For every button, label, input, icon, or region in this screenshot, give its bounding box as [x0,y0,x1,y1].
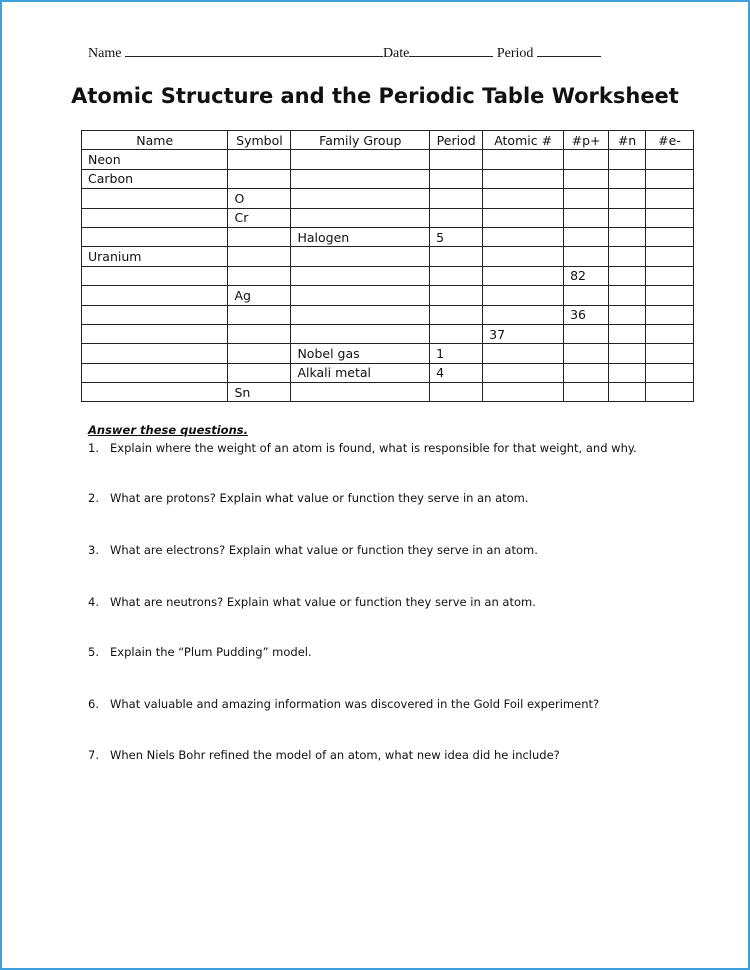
table-cell[interactable] [82,189,228,208]
table-cell[interactable] [564,324,609,343]
table-row [82,324,694,343]
question-item [88,441,637,455]
table-cell[interactable] [430,286,483,305]
table-cell[interactable] [646,247,694,266]
date-label: Date [382,46,410,61]
name-label: Name [88,46,122,61]
table-cell[interactable] [291,383,430,402]
table-header-row [82,131,694,150]
question-item [88,491,529,505]
table-cell[interactable] [228,169,291,188]
table-row [82,305,694,324]
page-title: Atomic Structure and the Periodic Table Worksheet [71,84,679,108]
question-text: What are electrons? Explain what value or function they serve in an atom. [110,543,538,557]
table-row [82,266,694,285]
table-cell[interactable]: Carbon [82,169,228,188]
date-blank[interactable] [409,44,493,57]
element-table [81,130,694,402]
table-cell[interactable] [430,266,483,285]
table-cell[interactable] [483,266,564,285]
table-cell[interactable] [430,208,483,227]
table-cell[interactable] [483,208,564,227]
question-number: 6. [88,697,99,711]
table-cell[interactable] [646,305,694,324]
table-cell[interactable] [564,227,609,246]
table-cell[interactable] [228,247,291,266]
table-cell[interactable] [646,150,694,169]
question-number: 5. [88,645,99,659]
column-header: Symbol [228,131,291,150]
question-number: 4. [88,595,99,609]
table-cell[interactable] [430,189,483,208]
table-cell[interactable]: Uranium [82,247,228,266]
table-cell[interactable] [430,383,483,402]
table-cell[interactable] [646,383,694,402]
question-item [88,645,312,659]
table-cell[interactable] [483,189,564,208]
table-row [82,150,694,169]
table-cell[interactable] [483,150,564,169]
table-cell[interactable] [609,169,646,188]
questions-heading: Answer these questions. [88,423,248,437]
table-row [82,363,694,382]
table-cell[interactable] [564,383,609,402]
question-text: What are neutrons? Explain what value or function they serve in an atom. [110,595,536,609]
table-cell[interactable] [609,208,646,227]
table-cell[interactable]: 36 [564,305,609,324]
table-cell[interactable]: Sn [228,383,291,402]
table-cell[interactable] [564,169,609,188]
table-cell[interactable] [483,247,564,266]
table-row [82,189,694,208]
table-cell[interactable]: 1 [430,344,483,363]
table-cell[interactable] [609,383,646,402]
table-cell[interactable] [483,305,564,324]
table-cell[interactable] [609,189,646,208]
column-header: #n [609,131,646,150]
period-blank[interactable] [537,44,601,57]
table-cell[interactable] [291,150,430,169]
table-cell[interactable] [646,208,694,227]
table-cell[interactable]: Ag [228,286,291,305]
question-text: Explain the “Plum Pudding” model. [110,645,312,659]
table-cell[interactable] [609,150,646,169]
table-cell[interactable] [564,286,609,305]
table-cell[interactable] [228,227,291,246]
table-cell[interactable] [564,150,609,169]
table-cell[interactable]: 4 [430,363,483,382]
table-cell[interactable] [609,344,646,363]
question-text: Explain where the weight of an atom is found, what is responsible for that weight, and why. [110,441,637,455]
table-cell[interactable] [430,169,483,188]
table-cell[interactable]: 5 [430,227,483,246]
table-cell[interactable]: Nobel gas [291,344,430,363]
question-number: 2. [88,491,99,505]
table-cell[interactable]: Cr [228,208,291,227]
question-item [88,595,536,609]
table-cell[interactable] [228,363,291,382]
table-cell[interactable] [609,324,646,343]
column-header: #e- [646,131,694,150]
table-cell[interactable] [82,344,228,363]
table-cell[interactable] [82,208,228,227]
table-row [82,208,694,227]
question-text: What are protons? Explain what value or function they serve in an atom. [110,491,529,505]
table-cell[interactable] [291,266,430,285]
table-cell[interactable] [291,286,430,305]
table-cell[interactable] [82,363,228,382]
table-cell[interactable] [291,169,430,188]
table-cell[interactable] [82,286,228,305]
table-cell[interactable] [430,324,483,343]
table-cell[interactable] [483,383,564,402]
table-cell[interactable] [564,363,609,382]
table-cell[interactable] [291,305,430,324]
table-cell[interactable]: Neon [82,150,228,169]
table-cell[interactable] [483,344,564,363]
header-fields [88,44,601,62]
table-cell[interactable]: 37 [483,324,564,343]
table-cell[interactable] [228,266,291,285]
table-cell[interactable] [430,247,483,266]
question-number: 1. [88,441,99,455]
table-cell[interactable]: O [228,189,291,208]
question-item [88,748,560,762]
table-cell[interactable] [646,286,694,305]
table-cell[interactable] [291,324,430,343]
question-item [88,697,599,711]
table-cell[interactable]: 82 [564,266,609,285]
column-header: Name [82,131,228,150]
table-cell[interactable]: Halogen [291,227,430,246]
table-cell[interactable] [82,383,228,402]
table-cell[interactable] [609,266,646,285]
table-cell[interactable] [291,208,430,227]
question-text: What valuable and amazing information was discovered in the Gold Foil experiment? [110,697,600,711]
table-cell[interactable] [646,189,694,208]
table-cell[interactable] [430,305,483,324]
table-cell[interactable] [228,305,291,324]
question-item [88,543,538,557]
column-header: Atomic # [483,131,564,150]
table-cell[interactable] [609,247,646,266]
table-cell[interactable] [228,344,291,363]
table-cell[interactable] [483,227,564,246]
column-header: Period [430,131,483,150]
table-cell[interactable]: Alkali metal [291,363,430,382]
table-cell[interactable] [646,169,694,188]
table-cell[interactable] [646,324,694,343]
table-cell[interactable] [483,286,564,305]
table-cell[interactable] [564,247,609,266]
table-cell[interactable] [291,189,430,208]
table-cell[interactable] [82,266,228,285]
table-cell[interactable] [646,363,694,382]
table-row [82,286,694,305]
table-cell[interactable] [483,169,564,188]
table-cell[interactable] [564,189,609,208]
table-cell[interactable] [430,150,483,169]
table-cell[interactable] [646,266,694,285]
question-text: When Niels Bohr refined the model of an atom, what new idea did he include? [110,748,560,762]
table-cell[interactable] [646,227,694,246]
period-label: Period [496,46,534,61]
table-row [82,169,694,188]
name-blank[interactable] [125,44,383,57]
table-row [82,227,694,246]
table-cell[interactable] [82,227,228,246]
table-cell[interactable] [564,344,609,363]
table-cell[interactable] [646,344,694,363]
table-cell[interactable] [609,305,646,324]
table-cell[interactable] [609,227,646,246]
table-cell[interactable] [291,247,430,266]
table-cell[interactable] [228,324,291,343]
table-cell[interactable] [483,363,564,382]
table-row [82,247,694,266]
question-number: 7. [88,748,99,762]
table-cell[interactable] [228,150,291,169]
table-cell[interactable] [564,208,609,227]
table-row [82,383,694,402]
table-cell[interactable] [82,305,228,324]
table-cell[interactable] [82,324,228,343]
table-row [82,344,694,363]
table-cell[interactable] [609,363,646,382]
question-number: 3. [88,543,99,557]
column-header: #p+ [564,131,609,150]
column-header: Family Group [291,131,430,150]
table-cell[interactable] [609,286,646,305]
